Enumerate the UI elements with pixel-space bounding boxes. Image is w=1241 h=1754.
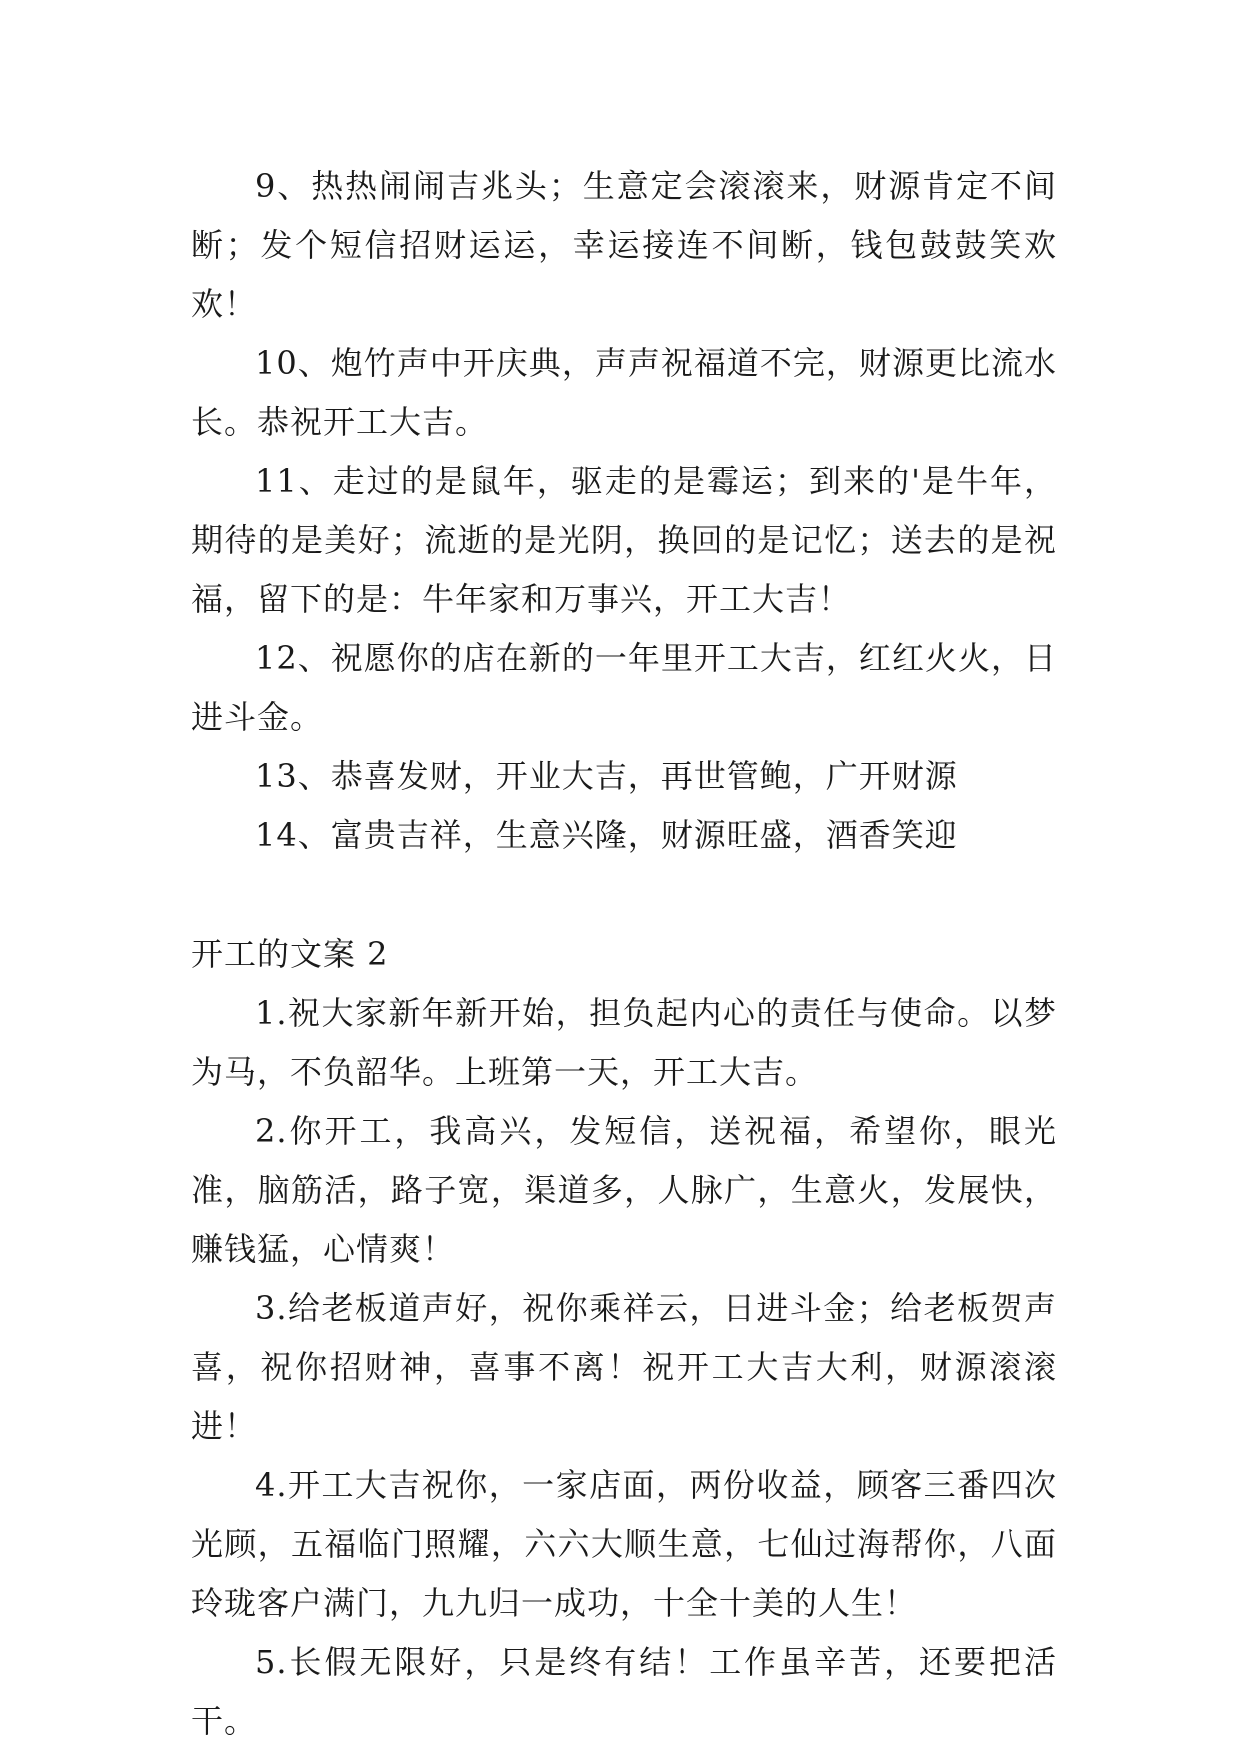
list-item: 3.给老板道声好，祝你乘祥云，日进斗金；给老板贺声喜，祝你招财神，喜事不离！祝开工大吉大利，财源滚滚进！ <box>191 1289 1057 1445</box>
list-item: 10、炮竹声中开庆典，声声祝福道不完，财源更比流水长。恭祝开工大吉。 <box>191 344 1057 441</box>
document-body <box>191 157 1057 1751</box>
list-item: 5.长假无限好，只是终有结！工作虽辛苦，还要把活干。 <box>191 1643 1057 1740</box>
list-item: 2.你开工，我高兴，发短信，送祝福，希望你，眼光准，脑筋活，路子宽，渠道多，人脉广，生意火，发展快，赚钱猛，心情爽！ <box>191 1112 1057 1268</box>
list-item: 12、祝愿你的店在新的一年里开工大吉，红红火火，日进斗金。 <box>191 639 1057 736</box>
list-item: 11、走过的是鼠年，驱走的是霉运；到来的'是牛年，期待的是美好；流逝的是光阴，换回的是记忆；送去的是祝福，留下的是：牛年家和万事兴，开工大吉！ <box>191 462 1057 618</box>
list-item: 13、恭喜发财，开业大吉，再世管鲍，广开财源 <box>255 757 958 795</box>
list-item: 14、富贵吉祥，生意兴隆，财源旺盛，酒香笑迎 <box>255 816 958 854</box>
list-item: 9、热热闹闹吉兆头；生意定会滚滚来，财源肯定不间断；发个短信招财运运，幸运接连不间断，钱包鼓鼓笑欢欢！ <box>191 167 1057 323</box>
list-item: 1.祝大家新年新开始，担负起内心的责任与使命。以梦为马，不负韶华。上班第一天，开工大吉。 <box>191 994 1057 1091</box>
section-heading: 开工的文案 2 <box>191 935 389 973</box>
list-item: 4.开工大吉祝你，一家店面，两份收益，顾客三番四次光顾，五福临门照耀，六六大顺生意，七仙过海帮你，八面玲珑客户满门，九九归一成功，十全十美的人生！ <box>191 1466 1057 1622</box>
